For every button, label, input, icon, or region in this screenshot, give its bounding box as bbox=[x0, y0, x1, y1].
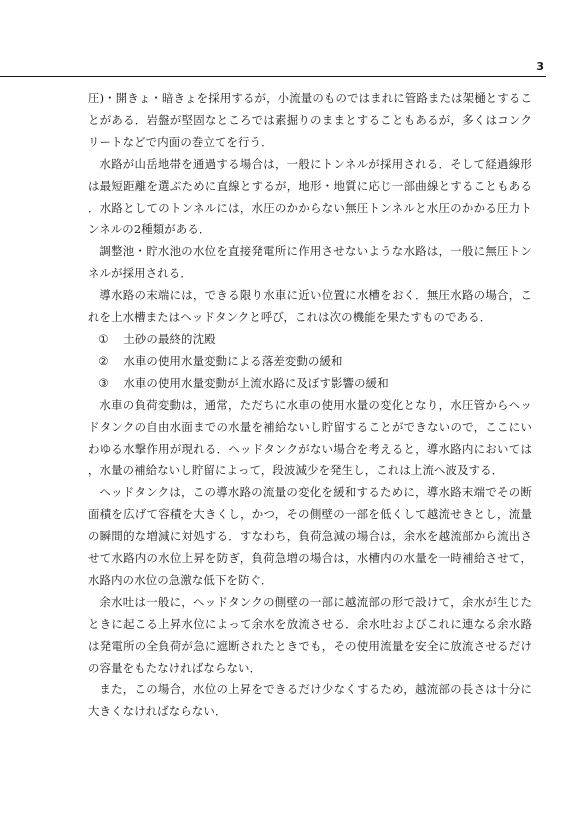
paragraph-5: 水車の負荷変動は，通常，ただちに水車の使用水量の変化となり，水圧管からヘッドタンクの自由水面までの水量を補給ないし貯留することができないので，ここにいわゆる水撃作用が現れる．ヘッドタンクがない場合を考えると，導水路内においては，水量の補給ないし貯留によって，段波減少を発生し，これは上流へ波及する． bbox=[88, 397, 532, 478]
paragraph-6: ヘッドタンクは，この導水路の流量の変化を緩和するために，導水路末端でその断面積を広げて容積を大きくし，かつ，その側壁の一部を低くして越流せきとし，流量の瞬間的な増減に対処する．すなわち，負荷急減の場合は，余水を越流部から流出させて水路内の水位上昇を防ぎ，負荷急増の場合は，水槽内の水量を一時補給させて，水路内の水位の急激な低下を防ぐ． bbox=[88, 485, 532, 587]
body-text bbox=[88, 88, 532, 723]
paragraph-3: 調整池・貯水池の水位を直接発電所に作用させないような水路は，一般に無圧トンネルが採用される． bbox=[88, 244, 532, 281]
list-marker: ① bbox=[98, 331, 109, 346]
paragraph-2: 水路が山岳地帯を通過する場合は，一般にトンネルが採用される．そして経過線形は最短距離を選ぶために直線とするが，地形・地質に応じ一部曲線とすることもある．水路としてのトンネルには，水圧のかからない無圧トンネルと水圧のかかる圧力トンネルの2種類がある． bbox=[88, 156, 532, 237]
paragraph-1: 圧)・開きょ・暗きょを採用するが，小流量のものではまれに管路または架樋とすることがある．岩盤が堅固なところでは素掘りのままとすることもあるが，多くはコンクリートなどで内面の巻立てを行う． bbox=[88, 91, 532, 149]
list-marker: ② bbox=[98, 353, 109, 368]
page-number: 3 bbox=[536, 60, 544, 73]
paragraph-8: また，この場合，水位の上昇をできるだけ少なくするため，越流部の長さは十分に大きくなければならない． bbox=[88, 682, 532, 719]
header-rule bbox=[0, 76, 546, 77]
list-item-text: 水車の使用水量変動が上流水路に及ぼす影響の緩和 bbox=[123, 375, 389, 390]
list-item-text: 水車の使用水量変動による落差変動の緩和 bbox=[123, 353, 343, 368]
paragraph-7: 余水吐は一般に，ヘッドタンクの側壁の一部に越流部の形で設けて，余水が生じたときに起こる上昇水位によって余水を放流させる．余水吐およびこれに連なる余水路は発電所の全負荷が急に遮断されたときでも，その使用流量を安全に放流させるだけの容量をもたなければならない． bbox=[88, 594, 532, 675]
paragraph-4: 導水路の末端には，できる限り水車に近い位置に水槽をおく．無圧水路の場合，これを上水槽またはヘッドタンクと呼び，これは次の機能を果たすものである． bbox=[88, 288, 532, 325]
list-item-text: 土砂の最終的沈殿 bbox=[123, 331, 216, 346]
list-item-2 bbox=[88, 351, 532, 373]
list-item-3 bbox=[88, 373, 532, 395]
list-item-1 bbox=[88, 329, 532, 351]
list-marker: ③ bbox=[98, 375, 109, 390]
